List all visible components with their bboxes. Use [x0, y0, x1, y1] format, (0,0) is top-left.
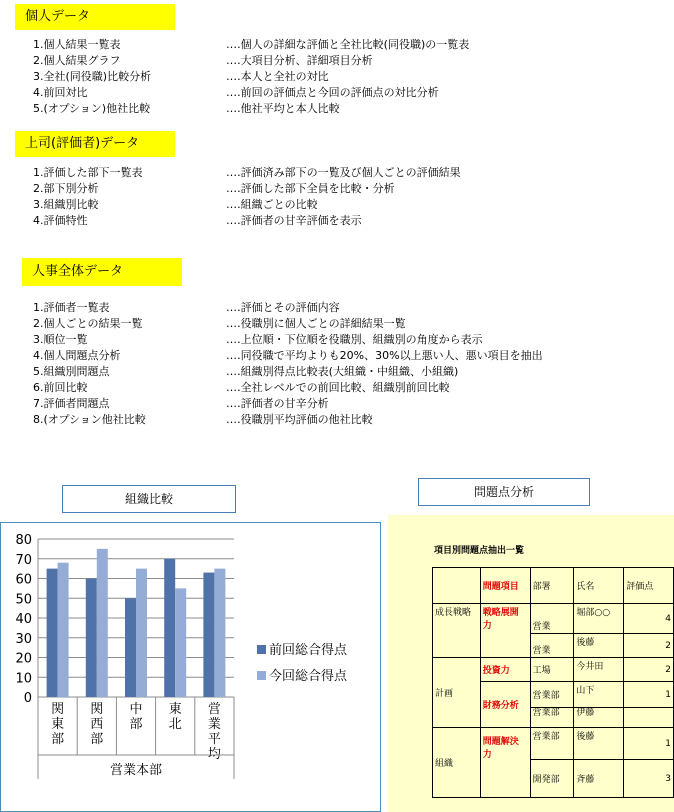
item-label: 1.個人結果一覧表 [33, 38, 121, 51]
score-cell: 2 [624, 634, 674, 658]
list-item [33, 37, 633, 53]
list-item [33, 197, 633, 213]
dept-cell: 営業 [530, 604, 574, 634]
problem-table-title: 項目別問題点抽出一覧 [434, 546, 525, 556]
score-cell: 1 [624, 728, 674, 760]
score-cell: 4 [624, 604, 674, 634]
dept-cell: 営業 [530, 634, 574, 658]
personal-data-list [33, 37, 633, 117]
score-cell [624, 708, 674, 728]
name-cell: 今井田 [574, 658, 624, 682]
bar [214, 569, 225, 697]
x-tick-label: 平 [207, 732, 221, 747]
item-label: 3.全社(同役職)比較分析 [33, 70, 152, 83]
item-desc: ‥‥評価とその評価内容 [226, 301, 340, 314]
item-label: 3.順位一覧 [33, 333, 88, 346]
item-desc: ‥‥大項目分析、詳細項目分析 [226, 54, 373, 67]
bar [175, 588, 186, 697]
x-tick-label: 関 [90, 702, 104, 717]
list-item [33, 348, 663, 364]
list-item [33, 53, 633, 69]
bar [136, 569, 147, 697]
item-cell: 問題解決力 [480, 728, 530, 798]
item-desc: ‥‥評価済み部下の一覧及び個人ごとの評価結果 [226, 166, 461, 179]
x-tick-label: 営 [207, 702, 221, 717]
item-label: 2.個人ごとの結果一覧 [33, 317, 143, 330]
header-cell: 問題項目 [480, 568, 530, 604]
item-label: 6.前回比較 [33, 381, 88, 394]
bar-chart-svg [1, 523, 380, 811]
item-desc: ‥‥同役職で平均よりも20%、30%以上悪い人、悪い項目を抽出 [226, 349, 543, 362]
problem-table [432, 567, 674, 798]
item-desc: ‥‥本人と全社の対比 [226, 70, 329, 83]
bar [86, 579, 97, 698]
bar [97, 549, 108, 697]
item-label: 8.(オプション他社比較 [33, 413, 146, 426]
header-cell: 評価点 [624, 568, 674, 604]
list-item [33, 316, 663, 332]
name-cell: 伊藤 [574, 708, 624, 728]
item-desc: ‥‥全社レベルでの前回比較、組織別前回比較 [226, 381, 450, 394]
item-cell: 戦略展開力 [480, 604, 530, 658]
x-tick-label: 均 [207, 747, 221, 762]
item-label: 1.評価者一覧表 [33, 301, 110, 314]
item-label: 3.組織別比較 [33, 198, 99, 211]
y-tick-label: 20 [15, 651, 32, 667]
x-tick-label: 部 [51, 732, 65, 747]
supervisor-data-list [33, 165, 633, 229]
list-item [33, 332, 663, 348]
x-tick-label: 部 [129, 717, 143, 732]
dept-cell: 営業部 [530, 708, 574, 728]
y-tick-label: 40 [15, 612, 32, 627]
table-row [433, 658, 674, 682]
hr-data-list [33, 300, 663, 428]
legend-swatch [257, 671, 266, 680]
bar [47, 569, 58, 697]
item-label: 1.評価した部下一覧表 [33, 166, 143, 179]
name-cell: 堀部○○ [574, 604, 624, 634]
bar [125, 598, 136, 697]
dept-cell: 開発部 [530, 760, 574, 798]
item-desc: ‥‥個人の詳細な評価と全社比較(同役職)の一覧表 [226, 38, 470, 51]
section-title-hr: 人事全体データ [22, 258, 182, 286]
list-item [33, 69, 633, 85]
item-desc: ‥‥上位順・下位順を役職別、組織別の角度から表示 [226, 333, 483, 346]
item-desc: ‥‥前回の評価点と今回の評価点の対比分析 [226, 86, 439, 99]
item-label: 2.部下別分析 [33, 182, 99, 195]
x-tick-label: 東 [168, 702, 182, 717]
bar [164, 559, 175, 697]
table-header-row [433, 568, 674, 604]
list-item [33, 380, 663, 396]
header-cell [433, 568, 481, 604]
item-label: 4.前回対比 [33, 86, 88, 99]
bar [203, 573, 214, 697]
table-row [433, 604, 674, 634]
y-tick-label: 0 [23, 691, 32, 706]
item-cell: 財務分析 [480, 682, 530, 728]
score-cell: 3 [624, 760, 674, 798]
item-label: 5.(オプション)他社比較 [33, 102, 151, 115]
x-tick-label: 西 [90, 717, 104, 732]
org-compare-chart [0, 522, 381, 812]
item-cell: 投資力 [480, 658, 530, 682]
name-cell: 山下 [574, 682, 624, 708]
list-item [33, 165, 633, 181]
y-tick-label: 70 [15, 552, 32, 568]
y-tick-label: 80 [15, 533, 32, 548]
list-item [33, 213, 633, 229]
x-tick-label: 部 [90, 732, 104, 747]
x-axis-label: 営業本部 [109, 763, 163, 778]
legend-label: 前回総合得点 [269, 643, 348, 658]
table-row [433, 728, 674, 760]
list-item [33, 364, 663, 380]
dept-cell: 営業部 [530, 728, 574, 760]
x-tick-label: 北 [168, 717, 182, 732]
item-label: 2.個人結果グラフ [33, 54, 121, 67]
x-tick-label: 東 [51, 717, 65, 732]
score-cell: 2 [624, 658, 674, 682]
list-item [33, 412, 663, 428]
item-label: 4.評価特性 [33, 214, 88, 227]
x-tick-label: 業 [207, 717, 221, 732]
item-desc: ‥‥評価した部下全員を比較・分析 [226, 182, 395, 195]
header-cell: 部署 [530, 568, 574, 604]
category-cell: 成長戦略 [433, 604, 481, 658]
y-tick-label: 10 [15, 671, 32, 687]
dept-cell: 営業部 [530, 682, 574, 708]
x-tick-label: 中 [129, 702, 143, 717]
y-tick-label: 60 [15, 572, 32, 588]
dept-cell: 工場 [530, 658, 574, 682]
item-desc: ‥‥組織ごとの比較 [226, 198, 318, 211]
bar [58, 563, 69, 697]
category-cell: 組織 [433, 728, 481, 798]
name-cell: 後藤 [574, 728, 624, 760]
list-item [33, 396, 663, 412]
name-cell: 斉藤 [574, 760, 624, 798]
category-cell: 計画 [433, 658, 481, 728]
list-item [33, 101, 633, 117]
section-title-supervisor: 上司(評価者)データ [15, 131, 175, 157]
x-tick-label: 関 [51, 702, 65, 717]
section-title-personal: 個人データ [15, 4, 175, 30]
legend-swatch [257, 645, 266, 654]
item-desc: ‥‥評価者の甘辛分析 [226, 397, 329, 410]
org-compare-label: 組織比較 [62, 485, 236, 513]
legend-label: 今回総合得点 [269, 669, 348, 684]
list-item [33, 300, 663, 316]
item-desc: ‥‥組織別得点比較表(大組織・中組織、小組織) [226, 365, 459, 378]
problem-analysis-panel [388, 515, 674, 812]
problem-analysis-label: 問題点分析 [418, 478, 590, 506]
item-desc: ‥‥他社平均と本人比較 [226, 102, 340, 115]
y-tick-label: 50 [15, 592, 32, 608]
score-cell: 1 [624, 682, 674, 708]
item-label: 4.個人問題点分析 [33, 349, 121, 362]
item-label: 5.組織別問題点 [33, 365, 110, 378]
y-tick-label: 30 [15, 631, 32, 647]
list-item [33, 85, 633, 101]
list-item [33, 181, 633, 197]
item-desc: ‥‥評価者の甘辛評価を表示 [226, 214, 362, 227]
item-desc: ‥‥役職別平均評価の他社比較 [226, 413, 373, 426]
item-desc: ‥‥役職別に個人ごとの詳細結果一覧 [226, 317, 406, 330]
name-cell: 後藤 [574, 634, 624, 658]
item-label: 7.評価者問題点 [33, 397, 110, 410]
header-cell: 氏名 [574, 568, 624, 604]
